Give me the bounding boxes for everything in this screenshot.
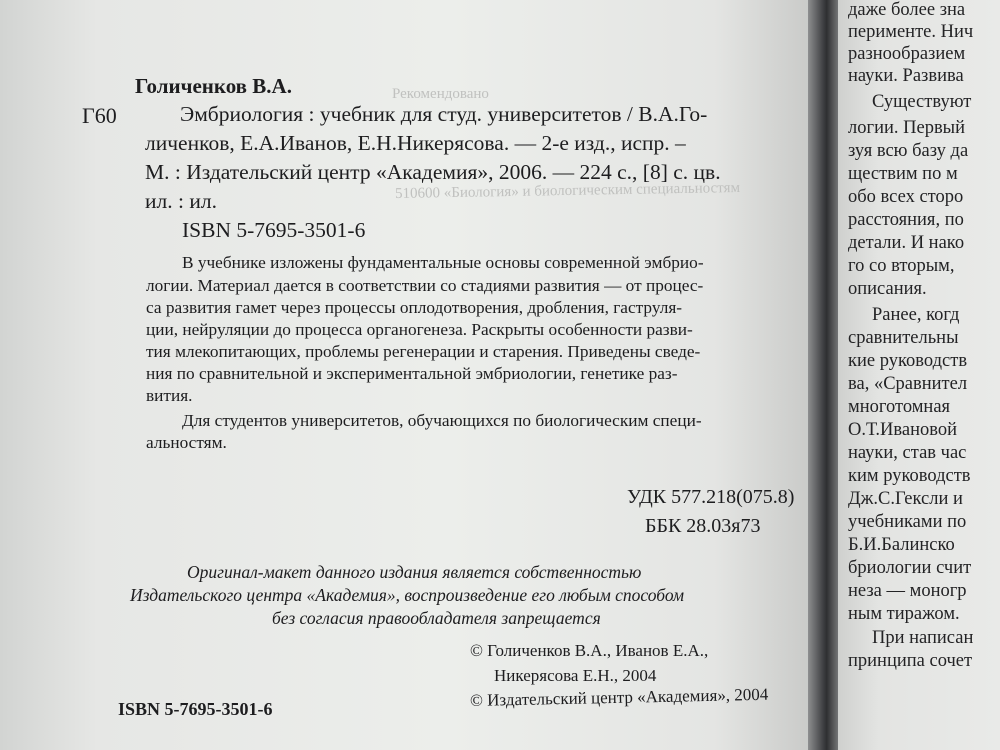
right-page-line: ществим по м bbox=[848, 164, 958, 184]
right-page-line: зуя всю базу да bbox=[848, 141, 969, 161]
copyright-line: © Голиченков В.А., Иванов Е.А., bbox=[470, 641, 709, 660]
card-isbn: ISBN 5-7695-3501-6 bbox=[182, 218, 366, 242]
right-page-line: даже более зна bbox=[848, 0, 966, 20]
right-page-line: принципа сочет bbox=[848, 651, 973, 671]
right-page-line: науки. Развива bbox=[848, 66, 964, 86]
abstract-line: ции, нейруляции до процесса органогенеза. Раскрыты особенности разви- bbox=[146, 320, 693, 339]
abstract-line: В учебнике изложены фундаментальные основы современной эмбрио- bbox=[182, 253, 704, 272]
right-page-line: многотомная bbox=[848, 397, 951, 417]
right-page-line: сравнительны bbox=[848, 328, 959, 348]
abstract-line: тия млекопитающих, проблемы регенерации и старения. Приведены сведе- bbox=[146, 342, 701, 361]
copyright-line: Никерясова Е.Н., 2004 bbox=[494, 666, 657, 685]
copyright-line: © Издательский центр «Академия», 2004 bbox=[469, 684, 769, 710]
right-page-line: науки, став час bbox=[848, 443, 967, 463]
right-page-line: ным тиражом. bbox=[848, 604, 960, 624]
copyright-notice-line: Оригинал-макет данного издания является собственностью bbox=[187, 562, 642, 582]
copyright-notice-line: Издательского центра «Академия», воспроизведение его любым способом bbox=[130, 585, 685, 605]
right-page-line: бриологии счит bbox=[848, 558, 972, 578]
card-line: личенков, Е.А.Иванов, Е.Н.Никерясова. — 2-е изд., испр. – bbox=[145, 131, 686, 155]
right-page-line: детали. И нако bbox=[848, 233, 965, 253]
right-page-line: описания. bbox=[848, 279, 927, 299]
abstract-line: вития. bbox=[146, 386, 193, 405]
card-line: М. : Издательский центр «Академия», 2006. — 224 с., [8] с. цв. bbox=[145, 160, 721, 184]
abstract-line: логии. Материал дается в соответствии со стадиями развития — от процес- bbox=[146, 276, 704, 295]
right-page-line: учебниками по bbox=[848, 512, 967, 532]
right-page bbox=[838, 0, 1000, 750]
right-page-line: О.Т.Ивановой bbox=[848, 420, 958, 440]
right-page-line: обо всех сторо bbox=[848, 187, 964, 207]
abstract-line: ния по сравнительной и экспериментальной эмбриологии, генетике раз- bbox=[146, 364, 678, 383]
right-page-line: неза — моногр bbox=[848, 581, 967, 601]
right-page-line: Дж.С.Гексли и bbox=[848, 489, 963, 509]
abstract-line: са развития гамет через процессы оплодотворения, дробления, гаструля- bbox=[146, 298, 683, 317]
card-line: ил. : ил. bbox=[145, 189, 217, 213]
right-page-line: Существуют bbox=[872, 92, 972, 112]
right-page-line: разнообразием bbox=[848, 44, 966, 64]
right-page-line: При написан bbox=[872, 628, 974, 648]
audience-line: альностям. bbox=[146, 433, 227, 452]
right-page-line: ким руководств bbox=[848, 466, 971, 486]
card-line: Эмбриология : учебник для студ. университетов / В.А.Го- bbox=[180, 102, 708, 126]
right-page-line: расстояния, по bbox=[848, 210, 964, 230]
card-author: Голиченков В.А. bbox=[135, 74, 292, 98]
right-page-line: кие руководств bbox=[848, 351, 968, 371]
right-page-line: перименте. Нич bbox=[848, 22, 974, 42]
book-gutter bbox=[808, 0, 842, 750]
bottom-isbn: ISBN 5-7695-3501-6 bbox=[118, 699, 273, 719]
bleed-through-text: Рекомендовано bbox=[392, 86, 489, 102]
audience-line: Для студентов университетов, обучающихся по биологическим специ- bbox=[182, 411, 702, 430]
right-page-line: го со вторым, bbox=[848, 256, 955, 276]
right-page-line: Ранее, когд bbox=[872, 305, 960, 325]
right-page-line: ва, «Сравнител bbox=[848, 374, 968, 394]
card-code: Г60 bbox=[82, 103, 117, 128]
bbk-index: ББК 28.03я73 bbox=[645, 515, 761, 537]
right-page-line: логии. Первый bbox=[848, 118, 966, 138]
right-page-line: Б.И.Балинско bbox=[848, 535, 955, 555]
copyright-notice-line: без согласия правообладателя запрещается bbox=[272, 608, 601, 628]
udk-index: УДК 577.218(075.8) bbox=[627, 486, 795, 508]
bleed-through-text: 510600 «Биология» и биологическим специальностям bbox=[394, 179, 741, 203]
